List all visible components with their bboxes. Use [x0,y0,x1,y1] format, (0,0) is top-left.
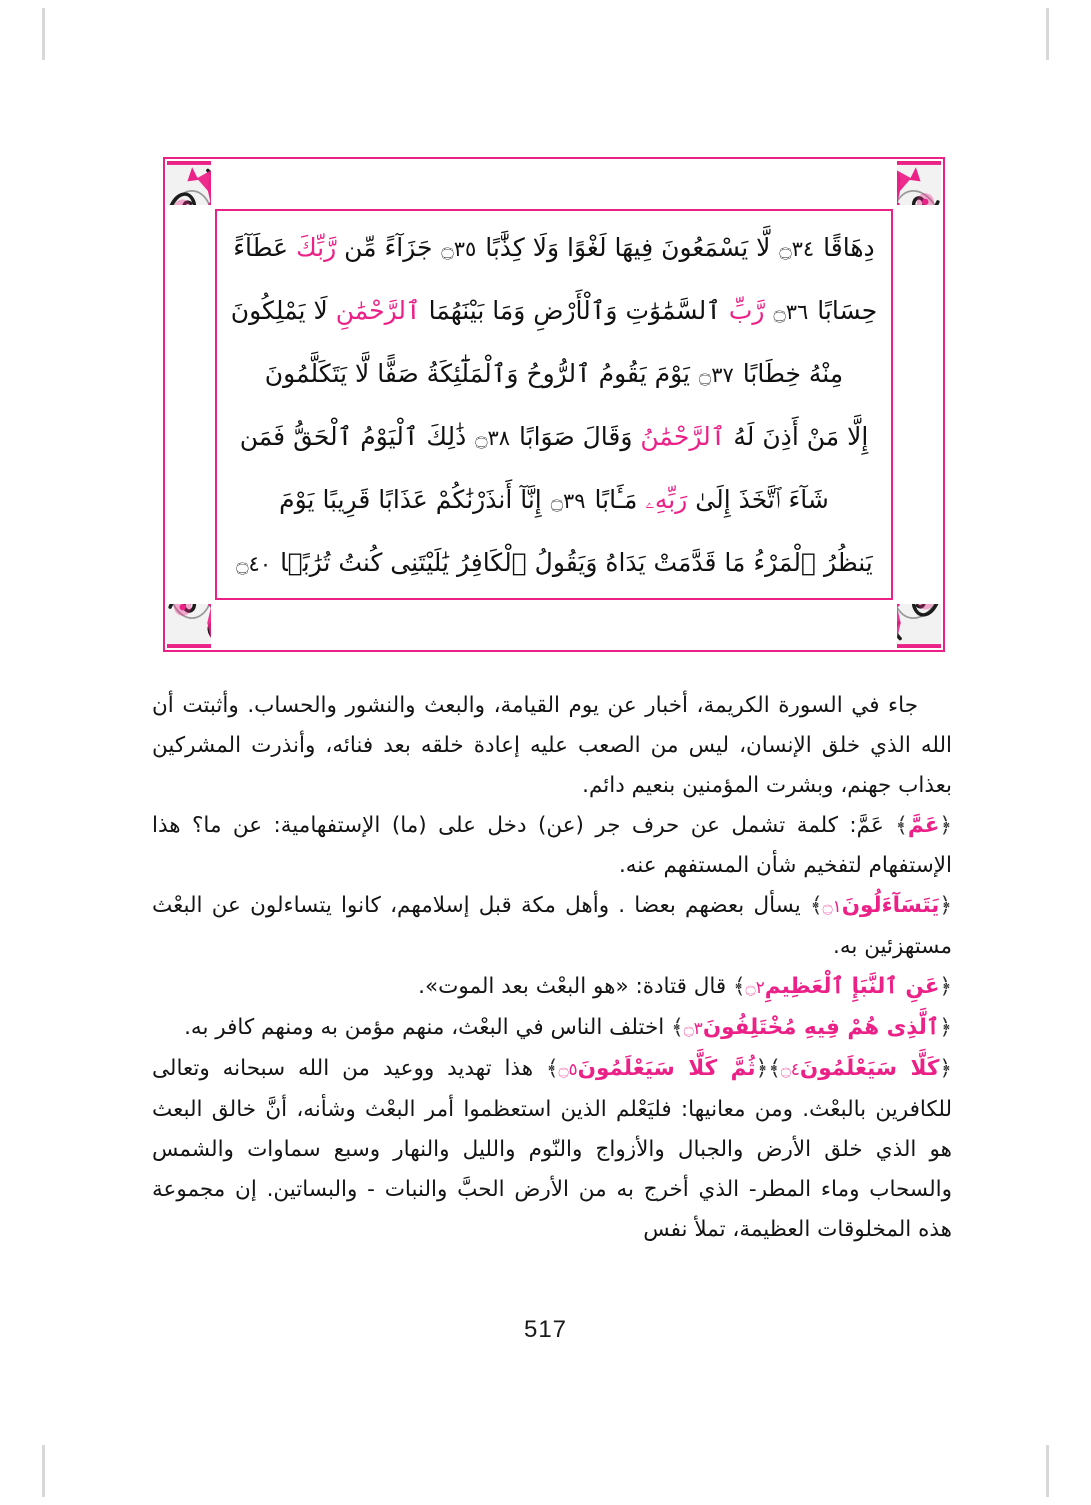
quran-word: إِنَّآ أَنذَرْنَٰكُمْ عَذَابًا قَرِيبًا يَوْمَ [279,484,542,514]
quran-frame-inner-panel [215,209,893,600]
quran-word-highlighted: ٱلرَّحْمَٰنِ [335,296,421,326]
quran-verse-line [227,423,881,451]
quran-word: شَآءَ ٱتَّخَذَ إِلَىٰ [695,484,829,514]
quran-word: حِسَابًا [817,296,878,326]
ayah-marker: ۝٣٤ [779,237,815,262]
ayah-marker: ۝٣٨ [475,425,511,450]
quran-inline-quote: عَمَّ [907,813,940,838]
commentary-paragraph [152,886,952,967]
quran-verse-line [227,297,881,325]
commentary-text: قال قتادة: «هو البعْث بعد الموت». [418,974,733,999]
ayah-number-badge: ۝٥ [558,1060,578,1080]
scan-edge-mark-bottom-right [1046,1445,1049,1497]
commentary-text: جاء في السورة الكريمة، أخبار عن يوم القيامة، والبعث والنشور والحساب. وأثبتت أن الله الذي خلق الإنسان، ليس من الصعب عليه إعادة خلقه بعد فنائه، وأنذرت المشركين بعذاب جهنم، وبشرت المؤمنين بنعيم دائم. [152,693,952,798]
quote-bracket-close-icon: ﴾ [671,1015,684,1040]
commentary-paragraph [152,1008,952,1049]
commentary-paragraph [152,806,952,886]
quote-bracket-close-icon: ﴾ [733,974,746,999]
quote-bracket-open-icon: ﴿ [939,1015,952,1040]
ayah-marker: ۝٣٩ [550,488,586,513]
tafsir-commentary-body [152,686,952,1250]
quote-bracket-close-icon: ﴾ [768,1056,781,1081]
quote-bracket-open-icon: ﴿ [755,1056,769,1081]
quote-bracket-open-icon: ﴿ [939,974,952,999]
quran-word: يَوْمَ يَقُومُ ٱلرُّوحُ وَٱلْمَلَٰٓئِكَةُ صَفًّا لَّا يَتَكَلَّمُونَ [264,359,690,389]
ayah-marker: ۝٣٧ [698,363,734,388]
ayah-number-badge: ۝٣ [683,1019,703,1039]
quran-verse-text [227,217,881,594]
ayah-marker: ۝٣٦ [773,300,809,325]
quran-inline-quote: كَلَّا سَيَعْلَمُونَ [799,1056,940,1081]
ayah-number-badge: ۝١ [822,897,842,917]
quran-word: لَّا يَسْمَعُونَ فِيهَا لَغْوًا وَلَا كِذَّٰبًا [485,233,771,263]
quran-inline-quote: عَنِ ٱلنَّبَإِ ٱلْعَظِيمِ [764,974,940,999]
scan-edge-mark-top-left [42,8,45,60]
quran-inline-quote: يَتَسَآءَلُونَ [841,893,940,918]
quran-word: عَطَآءً [233,233,289,263]
quran-word-highlighted: ٱلرَّحْمَٰنُ [640,421,726,451]
quran-word: إِلَّا مَنْ أَذِنَ لَهُ [733,421,869,451]
ayah-marker: ۝٣٥ [441,237,477,262]
quran-word: ذَٰلِكَ ٱلْيَوْمُ ٱلْحَقُّ فَمَن [239,421,467,451]
quote-bracket-close-icon: ﴾ [809,893,823,918]
quote-bracket-open-icon: ﴿ [939,1056,952,1081]
page-number: 517 [523,1316,568,1343]
quran-word: لَا يَمْلِكُونَ [230,296,328,326]
commentary-text: عَمَّ: كلمة تشمل عن حرف جر (عن) دخل على (ما) الإستفهامية: عن ما؟ هذا الإستفهام لتفخيم شأن المستفهم عنه. [152,813,952,878]
quran-word: يَنظُرُ ٱلْمَرْءُ مَا قَدَّمَتْ يَدَاهُ وَيَقُولُ ٱلْكَافِرُ يَٰلَيْتَنِى كُنتُ تُرَٰبًۢا [280,547,873,577]
quran-word: ٱلسَّمَٰوَٰتِ وَٱلْأَرْضِ وَمَا بَيْنَهُمَا [428,296,721,326]
quran-verse-line [227,234,881,262]
commentary-text: يسأل بعضهم بعضا . وأهل مكة قبل إسلامهم، كانوا يتساءلون عن البعْث مستهزئين به. [152,893,952,959]
commentary-text: هذا تهديد ووعيد من الله سبحانه وتعالى للكافرين بالبعْث. ومن معانيها: فليَعْلم الذين استعظموا أمر البعْث وشأنه، أنَّ خالق البعث هو الذي خلق الأرض والجبال والأزواج والنّوم والليل والنهار وسبع سماوات والشمس والسحاب وماء المطر- الذي أخرج به من الأرض الحبَّ والنبات - والبساتين. إن مجموعة هذه المخلوقات العظيمة، تملأ نفس [152,1056,952,1242]
quran-word: جَزَآءً مِّن [344,233,433,263]
scan-edge-mark-bottom-left [42,1445,45,1497]
ayah-number-badge: ۝٢ [745,978,765,998]
scan-edge-mark-top-right [1046,8,1049,60]
commentary-paragraph [152,1049,952,1250]
quran-verse-line [227,360,881,388]
quote-bracket-close-icon: ﴾ [895,813,908,838]
commentary-paragraph [152,967,952,1008]
quote-bracket-open-icon: ﴿ [939,893,952,918]
quran-inline-quote: ٱلَّذِى هُمْ فِيهِ مُخْتَلِفُونَ [702,1015,940,1040]
quran-word: مِنْهُ خِطَابًا [742,359,844,389]
commentary-text: اختلف الناس في البعْث، منهم مؤمن به ومنهم كافر به. [184,1015,672,1040]
quran-word: دِهَاقًا [823,233,875,263]
quran-verse-line [227,486,881,514]
ayah-number-badge: ۝٤ [780,1060,800,1080]
ayah-marker: ۝٤٠ [236,551,272,576]
quran-verse-line [227,549,881,577]
quran-word: مَـَٔابًا [594,484,638,514]
quran-word-highlighted: رَّبِّ [728,296,765,326]
quran-verse-frame [163,157,945,652]
commentary-paragraph [152,686,952,806]
quran-inline-quote: ثُمَّ كَلَّا سَيَعْلَمُونَ [577,1056,756,1081]
quran-word-highlighted: رَّبِّكَ [296,233,337,263]
quote-bracket-open-icon: ﴿ [939,813,952,838]
quran-word: وَقَالَ صَوَابًا [519,421,633,451]
quote-bracket-close-icon: ﴾ [545,1056,559,1081]
quran-word-highlighted: رَبِّهِۦ [645,484,688,514]
